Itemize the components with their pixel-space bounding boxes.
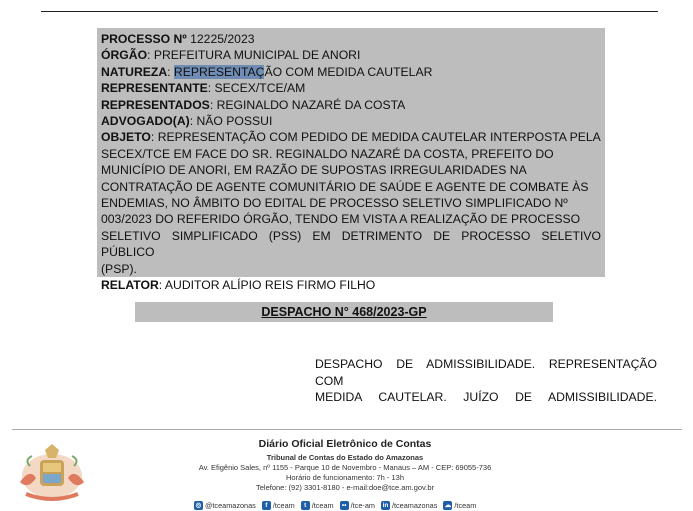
representados-value: REGINALDO NAZARÉ DA COSTA: [216, 97, 406, 112]
despacho-title: DESPACHO N° 468/2023-GP: [261, 305, 427, 319]
processo-label: PROCESSO Nº: [101, 32, 187, 46]
twitter-icon: t: [301, 501, 310, 510]
facebook-icon: f: [262, 501, 271, 510]
process-info-box: [97, 28, 605, 293]
linkedin-icon: in: [382, 501, 389, 509]
relator-label: RELATOR: [101, 278, 159, 293]
objeto-line-7: SELETIVO SIMPLIFICADO (PSS) EM DETRIMENTO DE PROCESSO SELETIVO PÚBLICO: [101, 228, 601, 260]
social-links: [194, 499, 514, 511]
instagram-icon: ◎: [195, 501, 202, 509]
objeto-block: [101, 129, 601, 277]
representados-label: REPRESENTADOS: [101, 97, 210, 112]
objeto-text-1: REPRESENTAÇÃO COM PEDIDO DE MEDIDA CAUTELAR INTERPOSTA PELA: [157, 130, 601, 145]
footer: [190, 437, 500, 493]
social-link-flickr[interactable]: [340, 501, 375, 510]
objeto-label: OBJETO: [101, 130, 151, 145]
representante-value: SECEX/TCE/AM: [214, 81, 306, 96]
objeto-line-2: SECEX/TCE EM FACE DO SR. REGINALDO NAZARÉ DA COSTA, PREFEITO DO: [101, 146, 554, 161]
natureza-selected-text[interactable]: REPRESENTAÇ: [173, 64, 265, 79]
orgao-line: ÓRGÃO: PREFEITURA MUNICIPAL DE ANORI: [101, 48, 361, 63]
advogado-value: NÃO POSSUI: [196, 114, 273, 129]
objeto-line-4: CONTRATAÇÃO DE AGENTE COMUNITÁRIO DE SAÚDE E AGENTE DE COMBATE ÀS: [101, 179, 589, 194]
footer-tribunal: Tribunal de Contas do Estado do Amazonas: [266, 453, 424, 462]
objeto-line-1: OBJETO: REPRESENTAÇÃO COM PEDIDO DE MEDIDA CAUTELAR INTERPOSTA PELA: [101, 130, 601, 145]
flickr-icon: ••: [340, 501, 349, 510]
natureza-value: ÃO COM MEDIDA CAUTELAR: [264, 64, 433, 79]
social-label: /tceamazonas: [391, 500, 438, 510]
social-label: /tce-am: [350, 500, 375, 510]
orgao-label: ÓRGÃO: [101, 48, 148, 63]
social-link-twitter[interactable]: [301, 501, 334, 510]
social-label: /tceam: [272, 500, 295, 510]
natureza-line: NATUREZA: REPRESENTAÇÃO COM MEDIDA CAUTELAR: [101, 64, 433, 79]
representados-line: REPRESENTADOS: REGINALDO NAZARÉ DA COSTA: [101, 97, 406, 112]
social-label: /tceam: [311, 500, 334, 510]
footer-contact: Telefone: (92) 3301-8180 - e-mail:doe@tce.am.gov.br: [256, 483, 434, 492]
footer-address: Av. Efigênio Sales, nº 1155 - Parque 10 de Novembro - Manaus – AM - CEP: 69055-736: [198, 463, 492, 472]
representante-label: REPRESENTANTE: [101, 81, 208, 96]
relator-value: AUDITOR ALÍPIO REIS FIRMO FILHO: [164, 278, 376, 293]
objeto-line-3: MUNICÍPIO DE ANORI, EM RAZÃO DE SUPOSTAS IRREGULARIDADES NA: [101, 163, 527, 178]
ementa-line-2: MEDIDA CAUTELAR. JUÍZO DE ADMISSIBILIDADE.: [315, 390, 657, 405]
objeto-line-8: (PSP).: [101, 261, 137, 276]
social-link-facebook[interactable]: [262, 501, 295, 510]
footer-hours: Horário de funcionamento: 7h - 13h: [286, 473, 404, 482]
social-link-instagram[interactable]: [194, 501, 256, 510]
despacho-title-bar: [135, 302, 553, 322]
social-label: /tceam: [454, 500, 477, 510]
representante-line: REPRESENTANTE: SECEX/TCE/AM: [101, 81, 306, 96]
cloud-icon: ☁: [444, 501, 452, 509]
footer-title: Diário Oficial Eletrônico de Contas: [258, 438, 432, 450]
objeto-line-6: 003/2023 DO REFERIDO ÓRGÃO, TENDO EM VISTA A REALIZAÇÃO DE PROCESSO: [101, 212, 581, 227]
footer-rule: [12, 429, 682, 430]
coat-of-arms-icon: [12, 438, 92, 506]
advogado-label: ADVOGADO(A): [101, 114, 190, 129]
objeto-line-5: ENDEMIAS, NO ÂMBITO DO EDITAL DE PROCESSO SELETIVO SIMPLIFICADO Nº: [101, 196, 568, 211]
social-link-cloud[interactable]: [443, 501, 476, 510]
natureza-label: NATUREZA: [101, 64, 168, 79]
despacho-ementa: [315, 356, 657, 406]
top-rule: [41, 11, 658, 12]
relator-line: RELATOR: AUDITOR ALÍPIO REIS FIRMO FILHO: [101, 278, 376, 293]
processo-value: 12225/2023: [190, 32, 255, 46]
processo-line: [101, 31, 601, 47]
advogado-line: ADVOGADO(A): NÃO POSSUI: [101, 114, 273, 129]
orgao-value: PREFEITURA MUNICIPAL DE ANORI: [153, 48, 361, 63]
social-link-linkedin[interactable]: [381, 501, 437, 510]
social-label: @tceamazonas: [205, 500, 256, 510]
ementa-line-1: DESPACHO DE ADMISSIBILIDADE. REPRESENTAÇÃO COM: [315, 357, 657, 388]
